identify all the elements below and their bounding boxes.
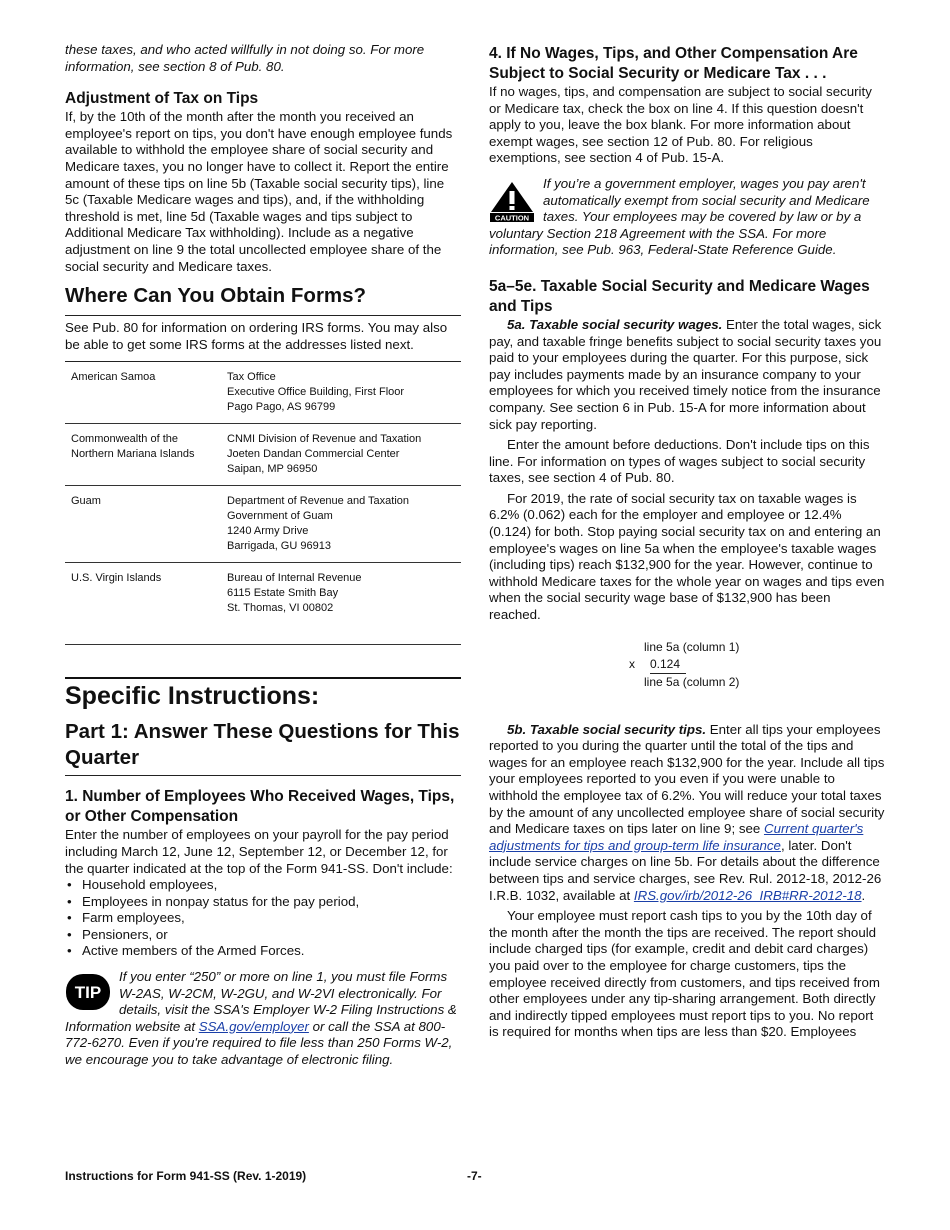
address-row <box>65 563 461 645</box>
tip-text-part: If you enter “250” or more on line 1, you must file Forms W-2AS, W-2CM, W-2GU, and W-2VI electronically. For details, visit the SSA's Employer W-2 Filing Instructions & Information website at <box>65 969 457 1034</box>
q5b-text: Enter all tips your employees reported to you during the quarter until the total of the tips and wages for an employee reach $132,900 for the year. Include all tips your employees reported to you even if you were unable to withhold the employee tax of 6.2%. You will reduce your total taxes by the amount of any uncollected employee share of social security and Medicare taxes on tips later on line 9; see <box>489 721 885 837</box>
address-line: Executive Office Building, First Floor <box>227 386 405 399</box>
forms-text: See Pub. 80 for information on ordering IRS forms. You may also be able to get some IRS forms at the addresses listed next. <box>65 320 448 352</box>
address-line: 1240 Army Drive <box>227 525 309 538</box>
address-line: Bureau of Internal Revenue <box>227 572 362 585</box>
q5a-paragraph-3: For 2019, the rate of social security tax on taxable wages is 6.2% (0.062) each for the employer and employee or 12.4% (0.124) for both. Stop paying social security tax on and entering an employee's wages on line 5a when the employee's taxable wages (including tips) reach $132,900 for the year. However, continue to withhold Medicare taxes for the whole year on wages and tips even when the social security wage base of $132,900 has been reached. <box>489 490 885 623</box>
question4-text: If no wages, tips, and compensation are subject to social security or Medicare tax, check the box on line 4. If this question doesn't apply to you, leave the box blank. For more information about exempt wages, see section 12 of Pub. 80. For religious exemptions, see section 4 of Pub. 15-A. <box>489 84 872 166</box>
address-lines <box>221 424 461 486</box>
address-row <box>65 486 461 563</box>
tip-callout <box>65 969 461 1069</box>
address-line: Saipan, MP 96950 <box>227 463 318 476</box>
exclusion-list <box>65 877 461 960</box>
q5b-paragraph-2: Your employee must report cash tips to you by the 10th day of the month after the month the tips are received. The report should include charged tips (for example, credit and debit card charges) you paid over to the employee for charge customers, tips the employee received directly from customers, and tips received from other employees under any tip-sharing arrangement. Both directly and indirectly tipped employees must report tips to you. No report is required for months when tips are less than $20. Employees <box>489 908 880 1040</box>
caution-callout <box>489 176 885 259</box>
calc-operator: x <box>629 656 635 671</box>
list-item: • Pensioners, or <box>82 927 461 944</box>
tip-icon <box>65 973 111 1011</box>
irs-irb-link[interactable]: IRS.gov/irb/2012-26_IRB#RR-2012-18 <box>633 887 862 903</box>
calc-line: line 5a (column 1) <box>644 639 740 654</box>
divider <box>65 315 461 316</box>
calc-row <box>629 656 799 674</box>
question5-heading: 5a–5e. Taxable Social Security and Medicare Wages and Tips <box>489 277 870 315</box>
question4-heading: 4. If No Wages, Tips, and Other Compensation Are Subject to Social Security or Medicare Tax . . . <box>489 45 858 82</box>
address-lines <box>221 362 461 424</box>
address-line: 6115 Estate Smith Bay <box>227 587 339 600</box>
page-number: -7- <box>467 1169 482 1183</box>
address-line: Tax Office <box>227 371 276 384</box>
address-line: CNMI Division of Revenue and Taxation <box>227 433 422 446</box>
address-lines <box>221 486 461 563</box>
address-place: Guam <box>65 486 221 563</box>
adjustment-text: If, by the 10th of the month after the month you received an employee's report on tips, you don't have enough employee funds available to withhold the employee share of social security and Medicare taxes, you no longer have to collect it. Report the entire amount of these tips on line 5b (Taxable social security tips), line 5c (Taxable Medicare wages and tips), and, if the withholding threshold is met, line 5d (Taxable wages and tips subject to Additional Medicare Tax withholding). Include as a negative adjustment on line 9 the total uncollected employee share of the social security and Medicare taxes. <box>65 109 453 274</box>
left-column <box>65 0 461 1069</box>
q5b-paragraph <box>489 722 885 905</box>
adjustment-heading: Adjustment of Tax on Tips <box>65 90 259 108</box>
q5b-runin: 5b. Taxable social security tips. <box>507 721 707 737</box>
address-line: Department of Revenue and Taxation <box>227 495 410 508</box>
caution-icon <box>489 180 535 222</box>
address-row <box>65 424 461 486</box>
list-item: • Household employees, <box>82 877 461 894</box>
intro-text: these taxes, and who acted willfully in not doing so. For more information, see section 8 of Pub. 80. <box>65 42 425 74</box>
address-line: Pago Pago, AS 96799 <box>227 401 336 414</box>
address-line: St. Thomas, VI 00802 <box>227 602 334 615</box>
section-rule <box>65 677 461 679</box>
footer-title: Instructions for Form 941-SS (Rev. 1-2019) <box>65 1169 307 1183</box>
current-quarter-adjustments-link[interactable]: Current quarter's adjustments for tips and group-term life insurance <box>489 821 864 853</box>
address-place: U.S. Virgin Islands <box>65 563 221 645</box>
address-row <box>65 362 461 424</box>
calc-line: line 5a (column 2) <box>644 674 740 689</box>
list-item: • Farm employees, <box>82 910 461 927</box>
q5a-paragraph <box>489 317 885 433</box>
address-place: Commonwealth of the Northern Mariana Islands <box>65 424 221 486</box>
tip-text-part: or call the SSA at 800-772-6270. Even if you're required to file less than 250 Forms W-2, we encourage you to take advantage of electronic filing. <box>65 1018 453 1068</box>
address-place: American Samoa <box>65 362 221 424</box>
right-column <box>489 0 885 1041</box>
q5a-runin: 5a. Taxable social security wages. <box>507 316 723 332</box>
caution-text: If you’re a government employer, wages you pay aren't automatically exempt from social security and Medicare taxes. Your employees may be covered by law or by a voluntary Section 218 Agreement with the SSA. For more information, see Pub. 963, Federal-State Reference Guide. <box>489 175 870 258</box>
question1-text: Enter the number of employees on your payroll for the pay period including March 12, June 12, September 12, or December 12, for the quarter indicated at the top of the Form 941-SS. Don't include: <box>65 827 453 876</box>
list-item: • Employees in nonpay status for the pay period, <box>82 894 461 911</box>
forms-heading: Where Can You Obtain Forms? <box>65 284 367 308</box>
address-table <box>65 362 461 645</box>
q5a-text: Enter the total wages, sick pay, and taxable fringe benefits subject to social security taxes you paid to your employees during the quarter. For this purpose, sick pay includes payments made by an insurance company to your employees for which you received timely notice from the insurance company. See section 6 in Pub. 15-A for more information about sick pay reporting. <box>489 316 882 432</box>
q5b-text: . <box>861 887 866 903</box>
address-line: Barrigada, GU 96913 <box>227 540 331 553</box>
q5a-paragraph-2: Enter the amount before deductions. Don't include tips on this line. For information on types of wages subject to social security taxes, see section 4 of Pub. 80. <box>489 437 870 486</box>
caution-icon-label: CAUTION <box>494 213 530 222</box>
tip-icon-label: TIP <box>74 983 102 1003</box>
part1-heading: Part 1: Answer These Questions for This Quarter <box>65 720 460 770</box>
calculation-box <box>629 639 799 691</box>
question1-heading: 1. Number of Employees Who Received Wages, Tips, or Other Compensation <box>65 788 455 826</box>
divider <box>65 775 461 776</box>
q5b-text: , later. Don't include service charges on line 5b. For details about the difference between tips and service charges, see Rev. Rul. 2012-18, 2012-26 I.R.B. 1032, available at <box>489 837 882 903</box>
address-line: Joeten Dandan Commercial Center <box>227 448 400 461</box>
calc-factor: 0.124 <box>650 656 686 674</box>
address-lines <box>221 563 461 645</box>
specific-instructions-heading: Specific Instructions: <box>65 682 320 711</box>
ssa-employer-link[interactable]: SSA.gov/employer <box>198 1018 309 1034</box>
address-line: Government of Guam <box>227 510 333 523</box>
tip-text <box>65 969 461 1069</box>
list-item: • Active members of the Armed Forces. <box>82 943 461 960</box>
